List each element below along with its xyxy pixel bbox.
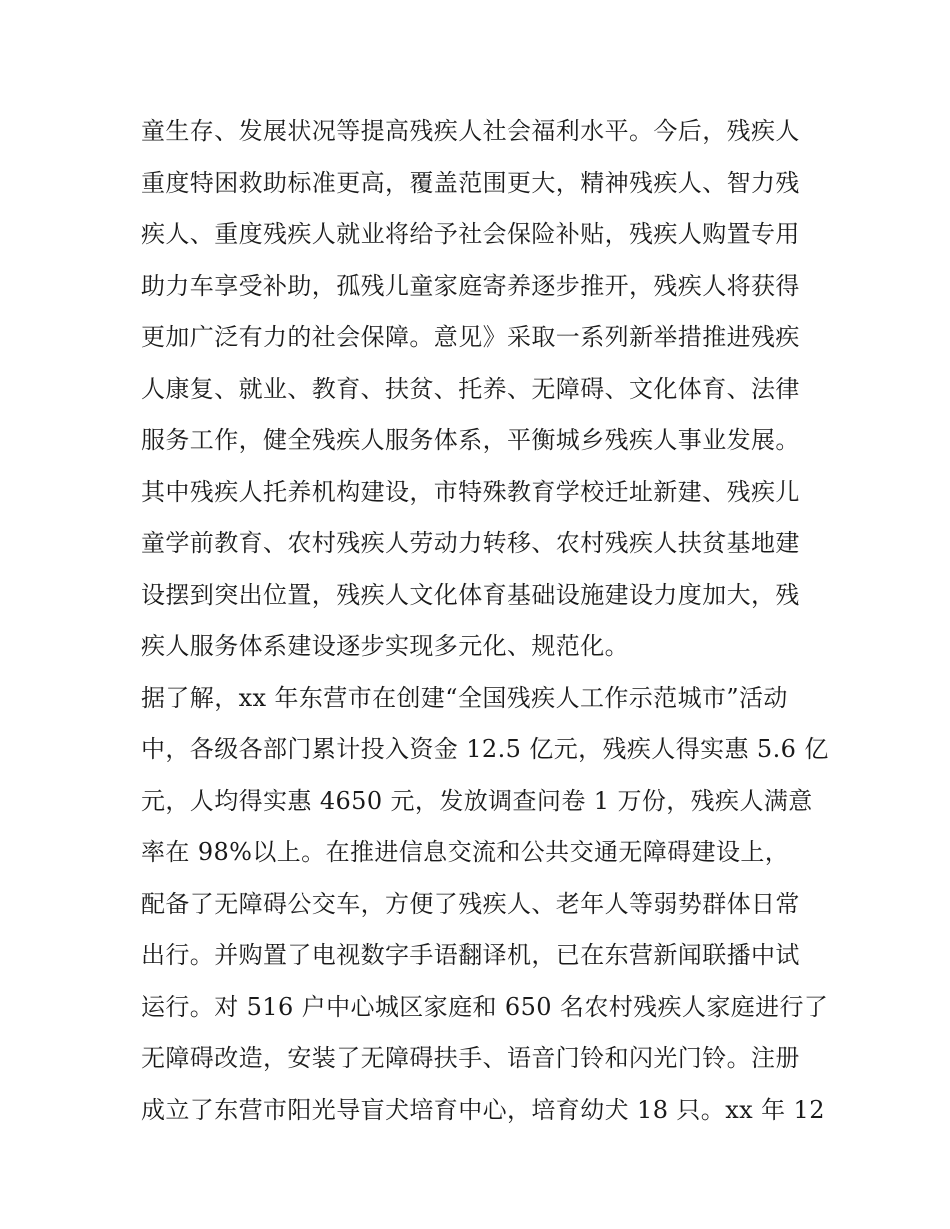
text-line: 服务工作，健全残疾人服务体系，平衡城乡残疾人事业发展。 <box>141 426 800 454</box>
text-line: 据了解，xx 年东营市在创建“全国残疾人工作示范城市”活动 <box>141 683 788 712</box>
text-line: 运行。对 516 户中心城区家庭和 650 名农村残疾人家庭进行了 <box>141 992 829 1021</box>
text-line: 童生存、发展状况等提高残疾人社会福利水平。今后，残疾人 <box>141 117 800 145</box>
text-line: 童学前教育、农村残疾人劳动力转移、农村残疾人扶贫基地建 <box>141 529 800 557</box>
text-line: 元，人均得实惠 4650 元，发放调查问卷 1 万份，残疾人满意 <box>141 786 813 815</box>
text-line: 无障碍改造，安装了无障碍扶手、语音门铃和闪光门铃。注册 <box>141 1044 800 1072</box>
text-line: 成立了东营市阳光导盲犬培育中心，培育幼犬 18 只。xx 年 12 <box>141 1095 825 1124</box>
text-line: 中，各级各部门累计投入资金 12.5 亿元，残疾人得实惠 5.6 亿 <box>141 735 829 763</box>
text-line: 重度特困救助标准更高，覆盖范围更大，精神残疾人、智力残 <box>141 168 800 197</box>
text-line: 出行。并购置了电视数字手语翻译机，已在东营新闻联播中试 <box>141 941 800 969</box>
text-line: 设摆到突出位置，残疾人文化体育基础设施建设力度加大，残 <box>141 580 800 609</box>
text-line: 更加广泛有力的社会保障。意见》采取一系列新举措推进残疾 <box>141 323 800 351</box>
text-line: 疾人服务体系建设逐步实现多元化、规范化。 <box>141 632 629 660</box>
text-line: 疾人、重度残疾人就业将给予社会保险补贴，残疾人购置专用 <box>141 220 800 248</box>
text-line: 助力车享受补助，孤残儿童家庭寄养逐步推开，残疾人将获得 <box>141 271 800 300</box>
text-line: 其中残疾人托养机构建设，市特殊教育学校迁址新建、残疾儿 <box>141 477 800 506</box>
text-line: 配备了无障碍公交车，方便了残疾人、老年人等弱势群体日常 <box>141 889 800 918</box>
text-line: 人康复、就业、教育、扶贫、托养、无障碍、文化体育、法律 <box>141 374 800 403</box>
paragraph-2 <box>141 673 829 1137</box>
document-body <box>141 106 829 1136</box>
text-line: 率在 98%以上。在推进信息交流和公共交通无障碍建设上， <box>141 838 790 866</box>
paragraph-1 <box>141 106 821 673</box>
